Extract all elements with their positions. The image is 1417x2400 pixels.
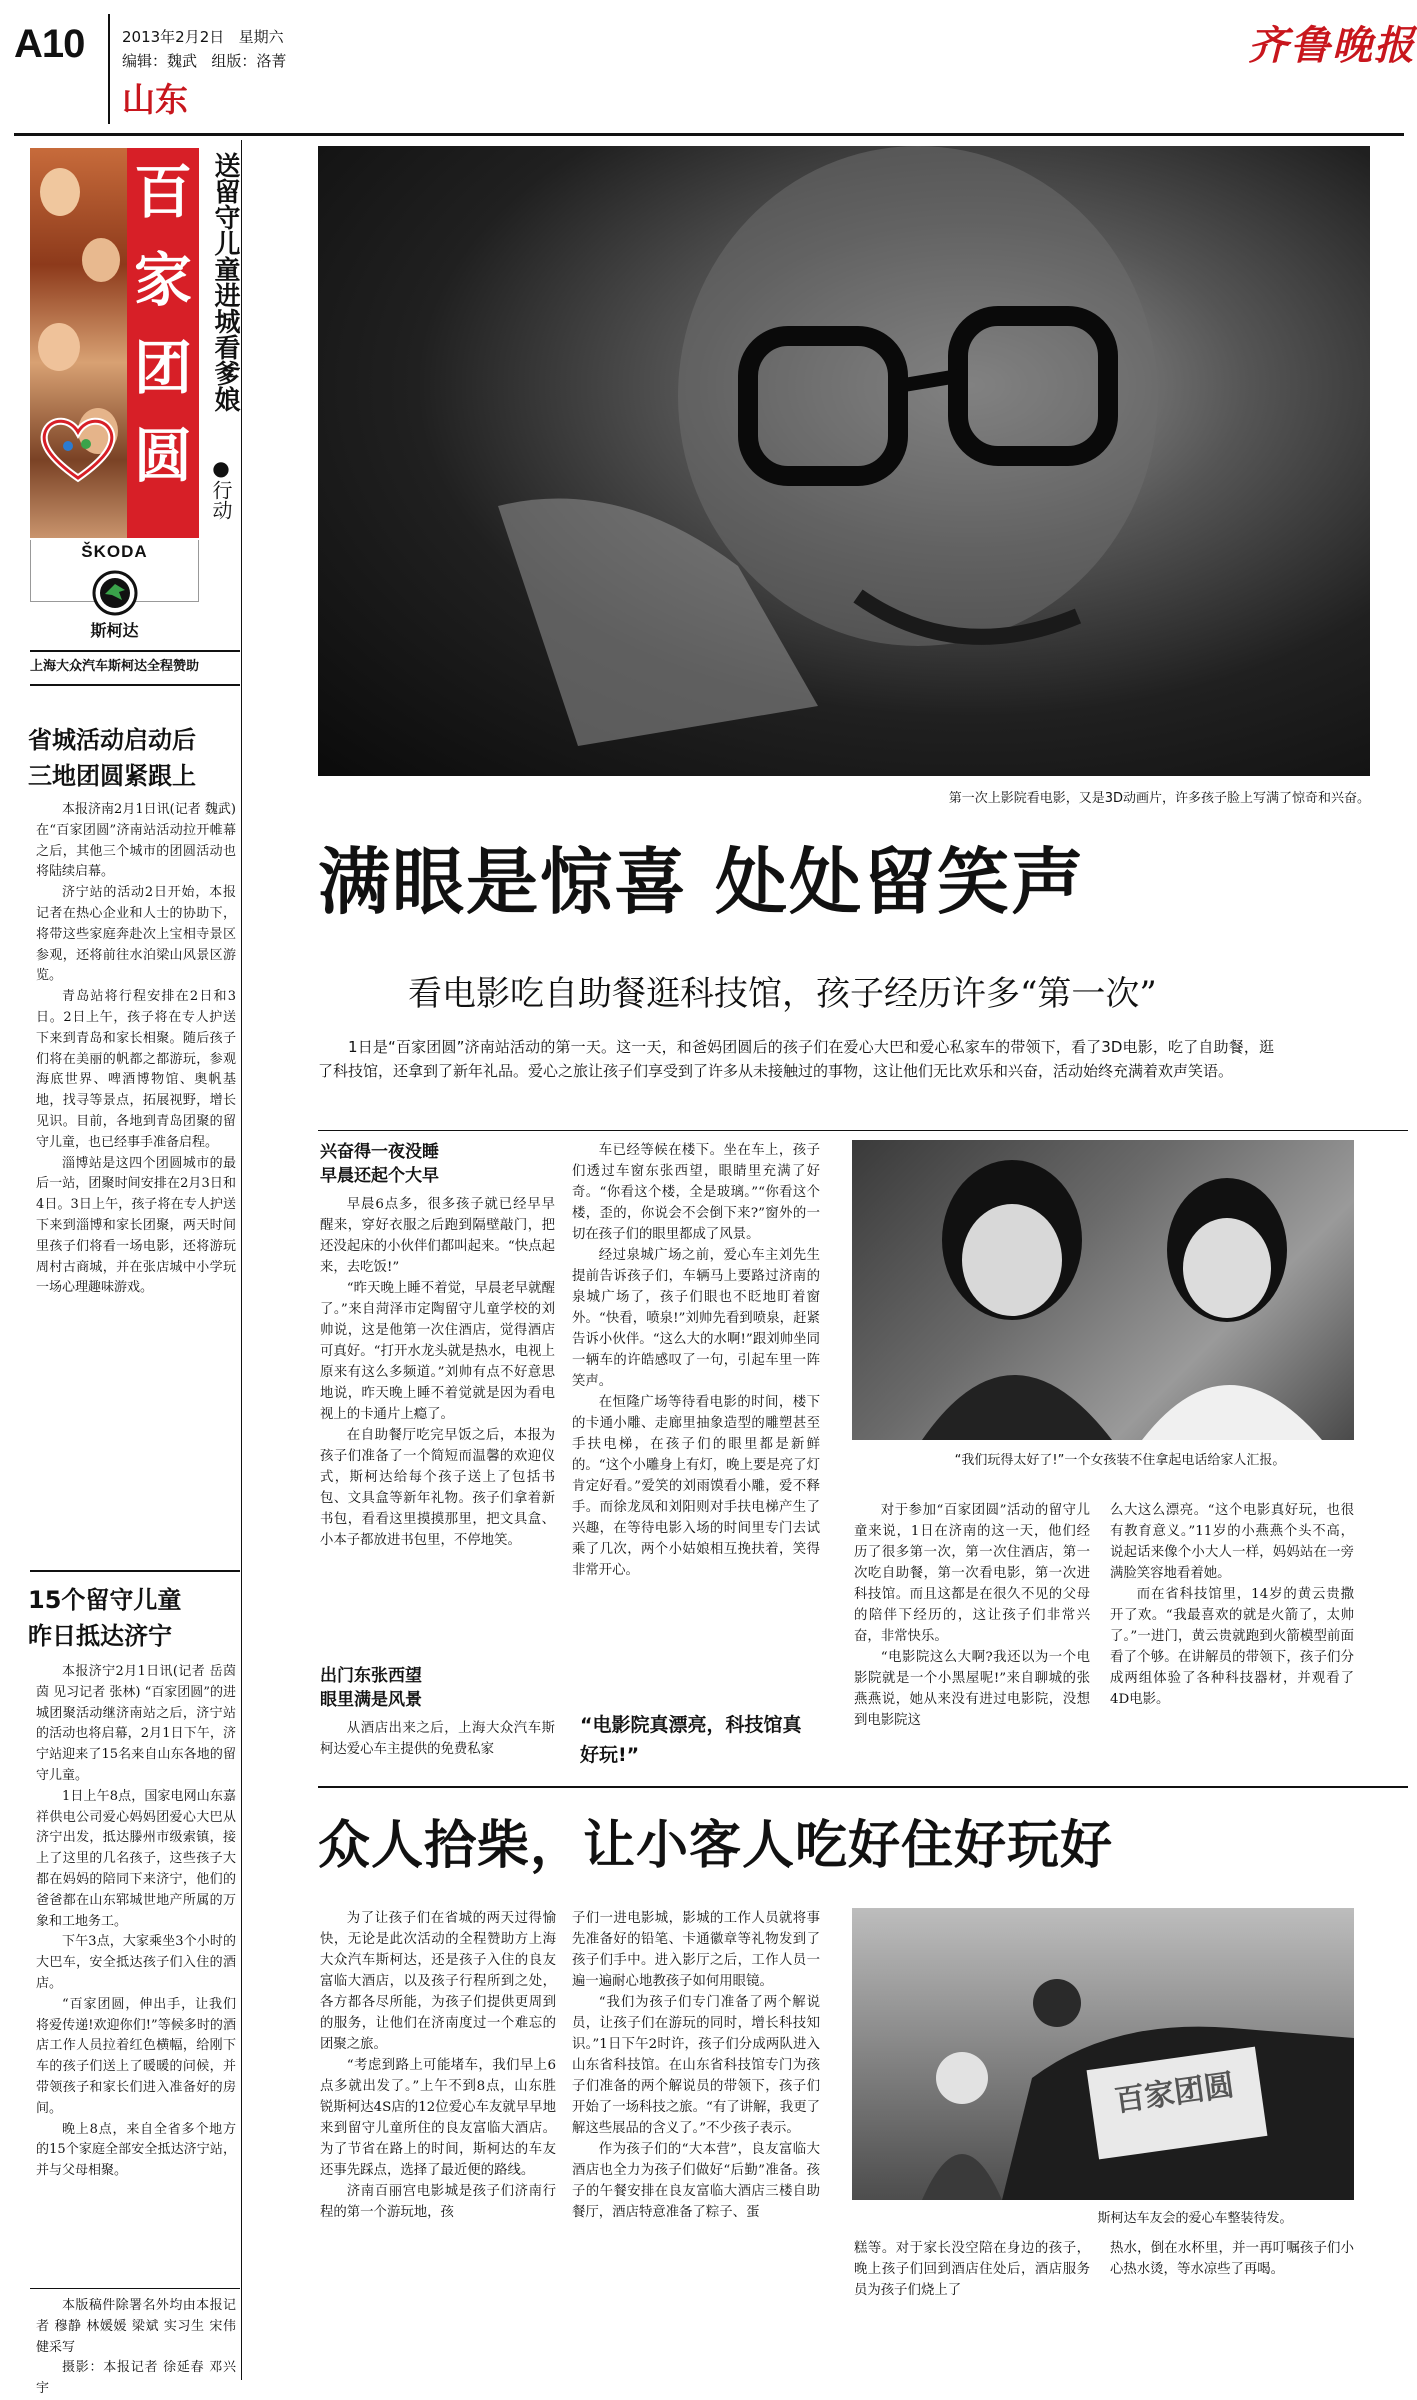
skoda-logo-icon xyxy=(92,570,138,620)
story-c-para: “电影院这么大啊?我还以为一个电影院就是一个小黑屋呢!”来自聊城的张燕燕说，她从来没有进过电影院，没想到电影院这 xyxy=(854,1650,1090,1728)
story2-title-line1: 15个留守儿童 xyxy=(28,1586,182,1614)
sponsor-name-cn: 斯柯达 xyxy=(90,621,139,640)
sidebar-story1-title xyxy=(28,722,242,794)
banner-tag: ●行动 xyxy=(209,456,233,520)
story-d-para: 热水，倒在水杯里，并一再叮嘱孩子们小心热水烫，等水凉些了再喝。 xyxy=(1110,2241,1354,2277)
banner xyxy=(127,148,199,538)
story-d-para: “考虑到路上可能堵车，我们早上6点多就出发了。”上午不到8点，山东胜锐斯柯达4S店的12位爱心车友就早早地来到留守儿童所住的良友富临大酒店。为了节省在路上的时间，斯柯达的车友还事先踩点，选择了最近便的路线。 xyxy=(320,2058,556,2178)
story-c-para: 对于参加“百家团圆”活动的留守儿童来说，1日在济南的这一天，他们经历了很多第一次，第一次住酒店，第一次吃自助餐，第一次看电影，第一次进科技馆。而且这都是在很久不见的父母的陪伴下经历的，这让孩子们非常兴奋，非常快乐。 xyxy=(854,1503,1090,1644)
story-a-body2 xyxy=(320,1718,555,1762)
credits-line: 本版稿件除署名外均由本报记者 穆静 林媛媛 梁斌 实习生 宋伟健采写 xyxy=(36,2298,236,2355)
story1-para: 青岛站将行程安排在2日和3日。2日上午，孩子将在专人护送下来到青岛和家长相聚。随后孩子们将在美丽的帆都之都游玩，参观海底世界、啤酒博物馆、奥帆基地，找寻等景点，拓展视野，增长见识。目前，各地到青岛团聚的留守儿童，也已经事手准备启程。 xyxy=(36,989,236,1150)
sidebar xyxy=(14,140,242,2397)
sub2-line2: 眼里满是风景 xyxy=(320,1690,422,1710)
weekday-text: 星期六 xyxy=(238,28,284,46)
section-name: 山东 xyxy=(122,80,188,119)
banner-char-2: 家 xyxy=(133,246,192,314)
header-rule xyxy=(14,133,1404,136)
story-d-para: 子们一进电影城，影城的工作人员就将事先准备好的铅笔、卡通徽章等礼物发到了孩子们手中。进入影厅之后，工作人员一遍一遍耐心地教孩子如何用眼镜。 xyxy=(572,1911,820,1989)
sponsor-name-en: ŠKODA xyxy=(81,542,148,561)
headline-subtitle: 看电影吃自助餐逛科技馆，孩子经历许多“第一次” xyxy=(408,974,1157,1014)
sub2-line1: 出门东张西望 xyxy=(320,1666,422,1686)
story-c-col1 xyxy=(854,1500,1090,1770)
story-d-para: 为了让孩子们在省城的两天过得愉快，无论是此次活动的全程赞助方上海大众汽车斯柯达，还是孩子入住的良友富临大酒店，以及孩子行程所到之处，各方都各尽所能，为孩子们提供更周到的服务，让他们在济南度过一个难忘的团聚之旅。 xyxy=(320,1911,556,2052)
car-photo-caption: 斯柯达车友会的爱心车整装待发。 xyxy=(1097,2211,1293,2226)
story-d-para: 糕等。对于家长没空陪在身边的孩子，晚上孩子们回到酒店住处后，酒店服务员为孩子们烧上了 xyxy=(854,2241,1090,2298)
story-d-para: 作为孩子们的“大本营”，良友富临大酒店也全力为孩子们做好“后勤”准备。孩子的午餐安排在良友富临大酒店三楼自助餐厅，酒店特意准备了粽子、蛋 xyxy=(572,2142,820,2220)
story2-para: 下午3点，大家乘坐3个小时的大巴车，安全抵达孩子们入住的酒店。 xyxy=(36,1934,236,1991)
story1-para: 济宁站的活动2日开始，本报记者在热心企业和人士的协助下，将带这些家庭奔赴次上宝相寺景区参观，还将前往水泊梁山风景区游览。 xyxy=(36,885,236,984)
headline-main: 满眼是惊喜 处处留笑声 xyxy=(318,840,1086,924)
pull-quote: “电影院真漂亮，科技馆真好玩!” xyxy=(580,1714,802,1766)
banner-vertical-title: 送留守儿童进城看爹娘 xyxy=(210,152,240,412)
issue-date xyxy=(122,26,284,48)
date-text: 2013年2月2日 xyxy=(122,28,225,46)
layout-text: 组版：洛菁 xyxy=(211,52,287,70)
banner-char-4: 圆 xyxy=(133,422,192,490)
story1-title-line1: 省城活动启动后 xyxy=(28,726,196,754)
story-b-para: 车已经等候在楼下。坐在车上，孩子们透过车窗东张西望，眼睛里充满了好奇。“你看这个楼，全是玻璃。”“你看这个楼，歪的，你说会不会倒下来?”窗外的一切在孩子们的眼里都成了风景。 xyxy=(572,1143,820,1242)
story2-para: “百家团圆，伸出手，让我们将爱传递!欢迎你们!”等候多时的酒店工作人员拉着红色横幅，给刚下车的孩子们送上了暖暖的问候，并带领孩子和家长们进入准备好的房间。 xyxy=(36,1996,236,2116)
story-a-para: “昨天晚上睡不着觉，早晨老早就醒了。”来自菏泽市定陶留守儿童学校的刘帅说，这是他第一次住酒店，觉得酒店可真好。“打开水龙头就是热水，电视上原来有这么多频道。”刘帅有点不好意思地说，昨天晚上睡不着觉就是因为看电视上的卡通片上瘾了。 xyxy=(320,1281,555,1422)
girls-photo-caption: “我们玩得太好了!”一个女孩装不住拿起电话给家人汇报。 xyxy=(954,1453,1286,1468)
story-a-sub2 xyxy=(320,1664,555,1712)
car-photo xyxy=(852,1908,1354,2200)
story-d-col3 xyxy=(854,2238,1090,2358)
hero-photo xyxy=(318,146,1370,776)
girls-photo xyxy=(852,1140,1354,1440)
story-b-para: 经过泉城广场之前，爱心车主刘先生提前告诉孩子们，车辆马上要路过济南的泉城广场了，孩子们眼也不眨地盯着窗外。“快看，喷泉!”刘帅先看到喷泉，赶紧告诉小伙伴。“这么大的水啊!”跟刘帅坐同一辆车的许皓感叹了一句，引起车里一阵笑声。 xyxy=(572,1248,820,1389)
hero-photo-glasses-icon xyxy=(318,146,1370,776)
story-a-para: 从酒店出来之后，上海大众汽车斯柯达爱心车主提供的免费私家 xyxy=(320,1721,555,1757)
story1-para: 本报济南2月1日讯(记者 魏武) 在“百家团圆”济南站活动拉开帷幕之后，其他三个城市的团圆活动也将陆续启幕。 xyxy=(36,802,236,880)
lead-text: 1日是“百家团圆”济南站活动的第一天。这一天，和爸妈团圆后的孩子们在爱心大巴和爱心私家车的带领下，看了3D电影，吃了自助餐，逛了科技馆，还拿到了新年礼品。爱心之旅让孩子们享受到了许多从未接触过的事物，这让他们无比欢乐和兴奋，活动始终充满着欢声笑语。 xyxy=(318,1038,1274,1080)
story-a-para: 在自助餐厅吃完早饭之后，本报为孩子们准备了一个简短而温馨的欢迎仪式，斯柯达给每个孩子送上了包括书包、文具盒等新年礼物。孩子们拿着新书包，看看这里摸摸那里，把文具盒、小本子都放进书包里，不停地笑。 xyxy=(320,1428,555,1548)
story2-para: 本报济宁2月1日讯(记者 岳茵茵 见习记者 张林) “百家团圆”的进城团聚活动继济南站之后，济宁站的活动也将启幕，2月1日下午，济宁站迎来了15名来自山东各地的留守儿童。 xyxy=(36,1664,236,1783)
sub1-line1: 兴奋得一夜没睡 xyxy=(320,1142,439,1162)
story-d-para: 济南百丽宫电影城是孩子们济南行程的第一个游玩地，孩 xyxy=(320,2184,556,2220)
sidebar-story2-body xyxy=(36,1662,236,2282)
story-d-col1 xyxy=(320,1908,556,2356)
credits xyxy=(36,2296,236,2397)
story-d-para: “我们为孩子们专门准备了两个解说员，让孩子们在游玩的同时，增长科技知识。”1日下午2时许，孩子们分成两队进入山东省科技馆。在山东省科技馆专门为孩子们准备的两个解说员的带领下，孩子们开始了一场科技之旅。“有了讲解，我更了解这些展品的含义了。”不少孩子表示。 xyxy=(572,1995,820,2136)
story-c-para: 么大这么漂亮。“这个电影真好玩，也很有教育意义。”11岁的小燕燕个头不高，说起话来像个小大人一样，妈妈站在一旁满脸笑容地看着她。 xyxy=(1110,1503,1354,1581)
sub1-line2: 早晨还起个大早 xyxy=(320,1166,439,1186)
story1-title-line2: 三地团圆紧跟上 xyxy=(28,762,196,790)
story-a-body1 xyxy=(320,1194,555,1656)
story-a-sub1 xyxy=(320,1140,555,1188)
story1-para: 淄博站是这四个团圆城市的最后一站，团聚时间安排在2月3日和4日。3日上午，孩子将在专人护送下来到淄博和家长团聚，两天时间里孩子们将看一场电影，还将游玩周村古商城，并在张店城中小学玩一场心理趣味游戏。 xyxy=(36,1155,236,1296)
credits-line: 摄影：本报记者 徐延春 邓兴宇 xyxy=(36,2360,236,2397)
sponsor-line: 上海大众汽车斯柯达全程赞助 xyxy=(30,659,200,674)
brand-logo: 齐鲁晚报 xyxy=(1248,22,1416,69)
story-c-col2 xyxy=(1110,1500,1354,1770)
banner-char-3: 团 xyxy=(133,334,192,402)
story-d-col2 xyxy=(572,1908,820,2356)
story-c-para: 而在省科技馆里，14岁的黄云贵撒开了欢。“我最喜欢的就是火箭了，太帅了。”一进门，黄云贵就跑到火箭模型前面看了个够。在讲解员的带领下，孩子们分成两组体验了各种科技器材，并观看了4D电影。 xyxy=(1110,1587,1354,1707)
story2-title-line2: 昨日抵达济宁 xyxy=(28,1622,172,1650)
car-sticker-text: 百家团圆 xyxy=(1112,2067,1237,2120)
sidebar-story1-body xyxy=(36,800,236,1558)
story2-para: 1日上午8点，国家电网山东嘉祥供电公司爱心妈妈团爱心大巴从济宁出发，抵达滕州市级索镇，接上了这里的几名孩子，这些孩子大都在妈妈的陪同下来济宁，他们的爸爸都在山东郓城世地产所属的万象和工地务工。 xyxy=(36,1788,236,1929)
hero-caption: 第一次上影院看电影，又是3D动画片，许多孩子脸上写满了惊奇和兴奋。 xyxy=(948,791,1370,806)
story-b-para: 在恒隆广场等待看电影的时间，楼下的卡通小雕、走廊里抽象造型的雕塑甚至手扶电梯，在孩子们的眼里都是新鲜的。“这个小雕身上有灯，晚上要是亮了灯肯定好看。”爱笑的刘雨馍看小雕，爱不释手。而徐龙凤和刘阳则对手扶电梯产生了兴趣，在等待电影入场的时间里专门去试乘了几次，两个小姑娘相互挽扶着，笑得非常开心。 xyxy=(572,1395,820,1578)
lead-paragraph xyxy=(318,1036,1274,1106)
headline-secondary: 众人拾柴，让小客人吃好住好玩好 xyxy=(318,1816,1114,1876)
banner-char-1: 百 xyxy=(133,158,192,226)
editor-line xyxy=(122,50,286,72)
sidebar-story2-title xyxy=(28,1582,242,1654)
editor-text: 编辑：魏武 xyxy=(122,52,198,70)
story-d-col4 xyxy=(1110,2238,1354,2358)
story2-para: 晚上8点，来自全省多个地方的15个家庭全部安全抵达济宁站，并与父母相聚。 xyxy=(36,2121,236,2179)
story-a-para: 早晨6点多，很多孩子就已经早早醒来，穿好衣服之后跑到隔壁敲门，把还没起床的小伙伴们都叫起来。“快点起来，去吃饭!” xyxy=(320,1197,555,1275)
page-number: A10 xyxy=(14,22,85,66)
heart-logo-icon xyxy=(38,412,118,486)
story-b-body xyxy=(572,1140,820,1704)
